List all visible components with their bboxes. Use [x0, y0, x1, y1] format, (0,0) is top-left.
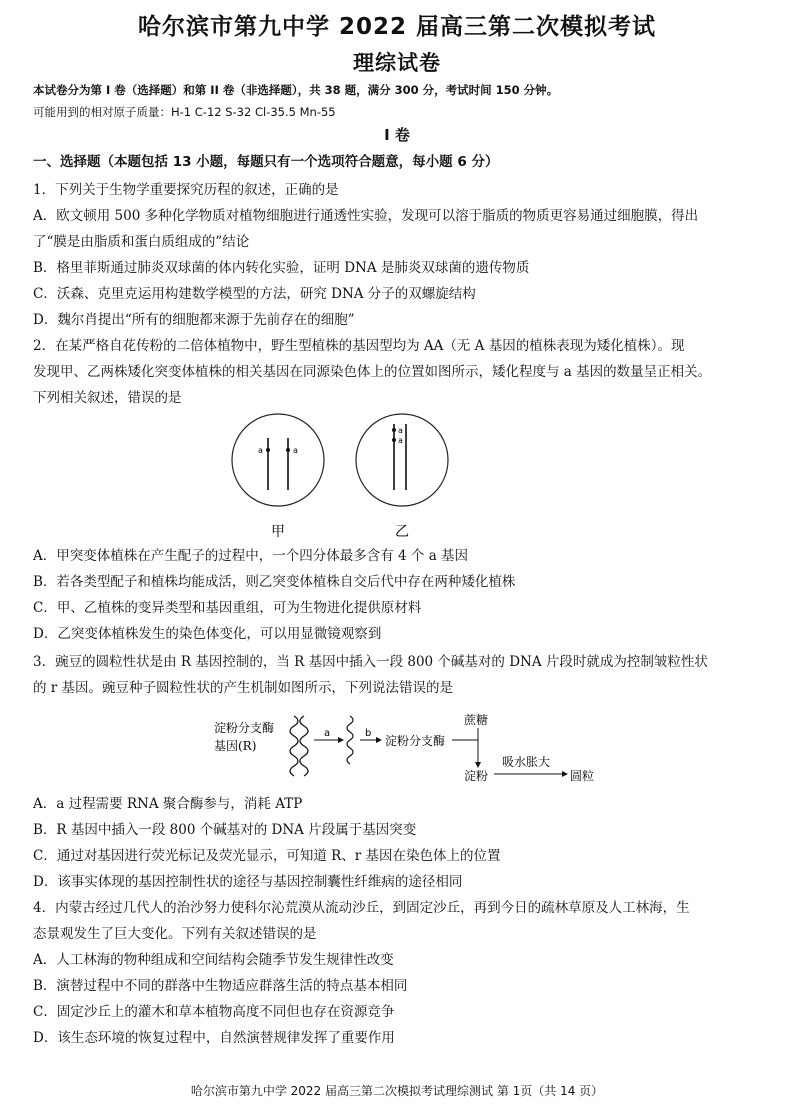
part-heading: 一、选择题（本题包括 13 小题，每题只有一个选项符合题意，每小题 6 分） — [33, 154, 499, 170]
q2-stem-line1: 2．在某严格自花传粉的二倍体植物中，野生型植株的基因型均为 AA（无 A 基因的植株表现为矮化植株）。现 — [33, 338, 685, 354]
q2-option-b: B．若各类型配子和植株均能成活，则乙突变体植株自交后代中存在两种矮化植株 — [33, 574, 516, 590]
gene-label-a-left: a — [258, 446, 263, 455]
q4-option-d: D．该生态环境的恢复过程中，自然演替规律发挥了重要作用 — [33, 1030, 395, 1046]
gene-label-a-top: a — [398, 426, 403, 435]
q3-mechanism-figure — [210, 708, 610, 788]
round-label: 圆粒 — [570, 769, 595, 783]
q2-stem-line2: 发现甲、乙两株矮化突变体植株的相关基因在同源染色体上的位置如图所示，矮化程度与 a 基因的数量呈正相关。 — [33, 364, 712, 380]
q1-option-b: B．格里菲斯通过肺炎双球菌的体内转化实验，证明 DNA 是肺炎双球菌的遗传物质 — [33, 260, 530, 276]
water-label: 吸水胀大 — [502, 755, 551, 769]
cell-jia — [232, 414, 324, 506]
starch-label: 淀粉 — [464, 769, 489, 783]
gene-label-line1: 淀粉分支酶 — [214, 721, 275, 735]
arrow-b — [360, 728, 382, 743]
q4-stem-line1: 4．内蒙古经过几代人的治沙努力使科尔沁荒漠从流动沙丘，到固定沙丘，再到今日的疏林草原及人工林海，生 — [33, 900, 690, 916]
q3-option-d: D．该事实体现的基因控制性状的途径与基因控制囊性纤维病的途径相同 — [33, 874, 463, 890]
exam-subtitle: 理综试卷 — [353, 51, 441, 75]
q3-option-a: A．a 过程需要 RNA 聚合酶参与，消耗 ATP — [33, 796, 303, 812]
q2-chromosome-figure — [230, 410, 460, 545]
q2-option-a: A．甲突变体植株在产生配子的过程中，一个四分体最多含有 4 个 a 基因 — [33, 548, 469, 564]
page-footer: 哈尔滨市第九中学 2022 届高三第二次模拟考试理综测试 第 1页（共 14 页） — [190, 1084, 604, 1098]
arrow-a — [314, 728, 344, 743]
q3-option-b: B．R 基因中插入一段 800 个碱基对的 DNA 片段属于基因突变 — [33, 822, 417, 838]
q3-option-c: C．通过对基因进行荧光标记及荧光显示，可知道 R、r 基因在染色体上的位置 — [33, 848, 501, 864]
q1-option-a-line1: A．欧文顿用 500 多种化学物质对植物细胞进行通透性实验，发现可以溶于脂质的物质更容易通过细胞膜，得出 — [33, 208, 699, 224]
gene-label-a-right: a — [293, 446, 298, 455]
q1-option-c: C．沃森、克里克运用构建数学模型的方法，研究 DNA 分子的双螺旋结构 — [33, 286, 476, 302]
q4-option-c: C．固定沙丘上的灌木和草本植物高度不同但也存在资源竞争 — [33, 1004, 395, 1020]
q4-option-a: A．人工林海的物种组成和空间结构会随季节发生规律性改变 — [33, 952, 394, 968]
q3-stem-line1: 3．豌豆的圆粒性状是由 R 基因控制的，当 R 基因中插入一段 800 个碱基对的 DNA 片段时就成为控制皱粒性状 — [33, 654, 708, 670]
svg-text:b: b — [365, 728, 372, 739]
sucrose-label: 蔗糖 — [464, 713, 489, 727]
section-label: I 卷 — [384, 126, 410, 144]
q2-option-c: C．甲、乙植株的变异类型和基因重组，可为生物进化提供原材料 — [33, 600, 422, 616]
q1-option-a-line2: 了“膜是由脂质和蛋白质组成的”结论 — [33, 234, 250, 250]
cell-label-yi: 乙 — [395, 524, 409, 540]
q4-option-b: B．演替过程中不同的群落中生物适应群落生活的特点基本相同 — [33, 978, 408, 994]
q3-stem-line2: 的 r 基因。豌豆种子圆粒性状的产生机制如图所示，下列说法错误的是 — [33, 680, 454, 696]
svg-text:a: a — [324, 728, 331, 739]
atomic-masses: 可能用到的相对原子质量：H-1 C-12 S-32 Cl-35.5 Mn-55 — [33, 105, 336, 119]
gene-label-a-second: a — [398, 436, 403, 445]
exam-title: 哈尔滨市第九中学 2022 届高三第二次模拟考试 — [137, 14, 657, 40]
exam-instructions: 本试卷分为第 I 卷（选择题）和第 II 卷（非选择题），共 38 题，满分 300 分，考试时间 150 分钟。 — [33, 83, 559, 97]
enzyme-label: 淀粉分支酶 — [385, 734, 446, 748]
q1-stem: 1．下列关于生物学重要探究历程的叙述，正确的是 — [33, 182, 339, 198]
q4-stem-line2: 态景观发生了巨大变化。下列有关叙述错误的是 — [33, 926, 317, 942]
cell-yi — [356, 414, 448, 506]
dna-helix-icon — [290, 716, 308, 776]
q2-option-d: D．乙突变体植株发生的染色体变化，可以用显微镜观察到 — [33, 626, 382, 642]
mrna-icon — [347, 716, 353, 764]
gene-label-line2: 基因(R) — [214, 739, 257, 753]
q2-stem-line3: 下列相关叙述，错误的是 — [33, 390, 182, 406]
cell-label-jia: 甲 — [271, 524, 285, 540]
q1-option-d: D．魏尔肖提出“所有的细胞都来源于先前存在的细胞” — [33, 312, 355, 328]
